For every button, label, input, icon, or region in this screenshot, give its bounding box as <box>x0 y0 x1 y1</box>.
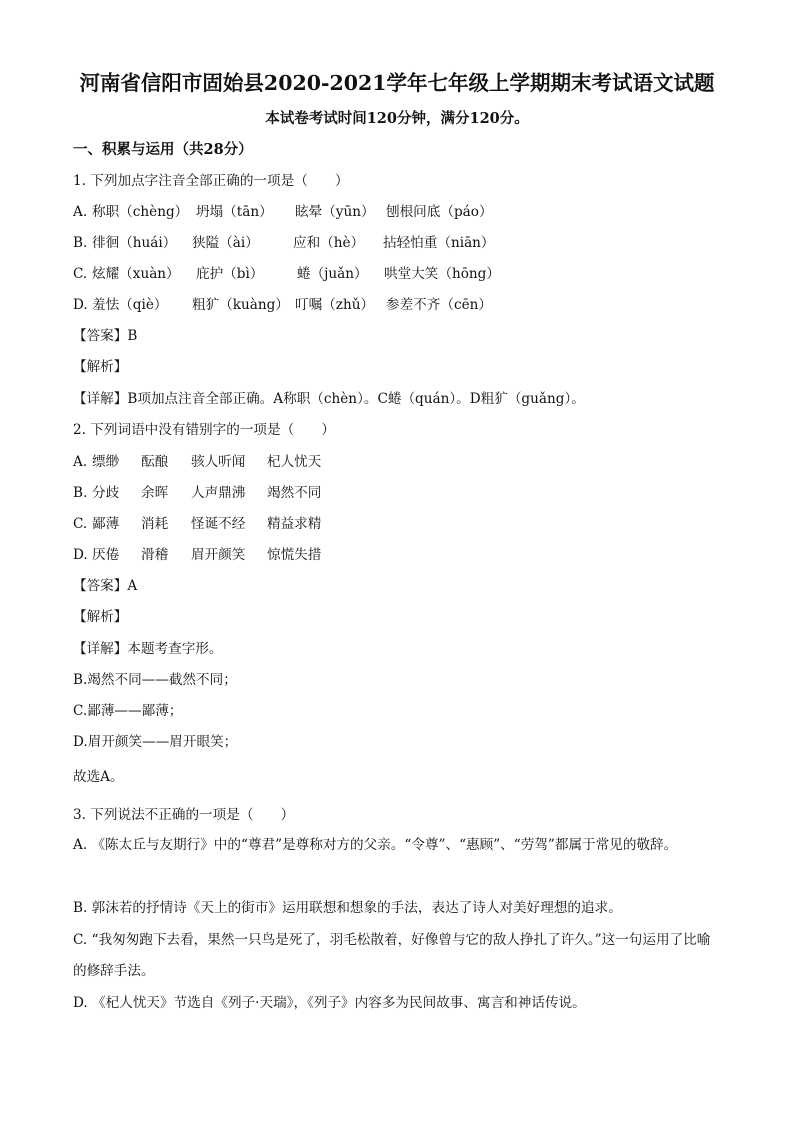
option-item: 应和（hè） <box>293 235 365 251</box>
option-letter: C. <box>73 516 88 532</box>
option-item: 徘徊（huái） <box>92 235 177 251</box>
option-item: 余晖 <box>141 485 169 501</box>
option-item: 眉开颜笑 <box>191 547 246 563</box>
option-item: 叮嘱（zhǔ） <box>295 297 375 313</box>
option-item: 庇护（bì） <box>196 266 264 282</box>
q2-note: C.鄙薄——鄙薄； <box>73 703 183 719</box>
option-letter: D. <box>73 547 88 563</box>
option-item: 惊慌失措 <box>267 547 322 563</box>
option-item: 骇人听闻 <box>191 454 246 470</box>
option-letter: A. <box>73 454 88 470</box>
q2-note: B.竭然不同——截然不同； <box>73 672 237 688</box>
option-letter: B. <box>73 235 88 251</box>
option-item: 拈轻怕重（niān） <box>383 235 495 251</box>
option-item: 消耗 <box>141 516 169 532</box>
option-item: 精益求精 <box>267 516 322 532</box>
option-item: 酝酿 <box>141 454 169 470</box>
section-heading: 一、积累与运用（共28分） <box>73 141 253 158</box>
q2-analysis-label: 【解析】 <box>73 609 128 625</box>
option-item: 刨根问底（páo） <box>386 204 493 220</box>
document-subtitle: 本试卷考试时间120分钟，满分120分。 <box>265 110 529 127</box>
document-title: 河南省信阳市固始县2020-2021学年七年级上学期期末考试语文试题 <box>79 71 715 95</box>
option-item: 坍塌（tān） <box>196 204 273 220</box>
q1-analysis-label: 【解析】 <box>73 359 128 375</box>
q1-answer: 【答案】B <box>73 328 138 344</box>
q2-stem: 2. 下列词语中没有错别字的一项是（ ） <box>73 422 335 438</box>
q2-answer: 【答案】A <box>73 578 138 594</box>
q2-detail: 【详解】本题考查字形。 <box>73 641 223 657</box>
option-item: 称职（chèng） <box>92 204 189 220</box>
option-item: 哄堂大笑（hōng） <box>384 266 500 282</box>
option-item: 杞人忧天 <box>267 454 322 470</box>
option-letter: D. <box>73 297 88 313</box>
option-item: 羞怯（qiè） <box>92 297 168 313</box>
option-item: 厌倦 <box>92 547 120 563</box>
option-item: 怪诞不经 <box>191 516 246 532</box>
option-item: 粗犷（kuàng） <box>192 297 289 313</box>
q2-note: D.眉开颜笑——眉开眼笑； <box>73 734 238 750</box>
option-item: 缥缈 <box>92 454 120 470</box>
q3-option-b: B. 郭沫若的抒情诗《天上的街市》运用联想和想象的手法，表达了诗人对美好理想的追求。 <box>73 900 622 916</box>
option-item: 炫耀（xuàn） <box>92 266 180 282</box>
option-item: 鄙薄 <box>92 516 120 532</box>
option-item: 参差不齐（cēn） <box>386 297 492 313</box>
q1-detail: 【详解】B项加点注音全部正确。A称职（chèn）。C蜷（quán）。D粗犷（guǎng）。 <box>73 391 585 407</box>
q1-stem: 1. 下列加点字注音全部正确的一项是（ ） <box>73 173 349 189</box>
option-letter: A. <box>73 204 88 220</box>
option-item: 眩晕（yūn） <box>295 204 375 220</box>
option-item: 分歧 <box>92 485 120 501</box>
option-item: 狭隘（ài） <box>192 235 259 251</box>
q3-stem: 3. 下列说法不正确的一项是（ ） <box>73 807 295 823</box>
option-item: 竭然不同 <box>267 485 322 501</box>
option-item: 蜷（juǎn） <box>297 266 368 282</box>
q3-option-c: C. “我匆匆跑下去看，果然一只鸟是死了，羽毛松散着，好像曾与它的敌人挣扎了许久。”这一句运用了比喻的修辞手法。 <box>73 932 711 979</box>
option-item: 滑稽 <box>141 547 169 563</box>
option-letter: C. <box>73 266 88 282</box>
q3-option-d: D. 《杞人忧天》节选自《列子·天瑞》，《列子》内容多为民间故事、寓言和神话传说。 <box>73 995 586 1011</box>
option-item: 人声鼎沸 <box>191 485 246 501</box>
option-letter: B. <box>73 485 88 501</box>
q2-conclusion: 故选A。 <box>73 769 124 785</box>
q3-option-a: A. 《陈太丘与友期行》中的“尊君”是尊称对方的父亲。“令尊”、“惠顾”、“劳驾”都属于常见的敬辞。 <box>73 837 678 853</box>
